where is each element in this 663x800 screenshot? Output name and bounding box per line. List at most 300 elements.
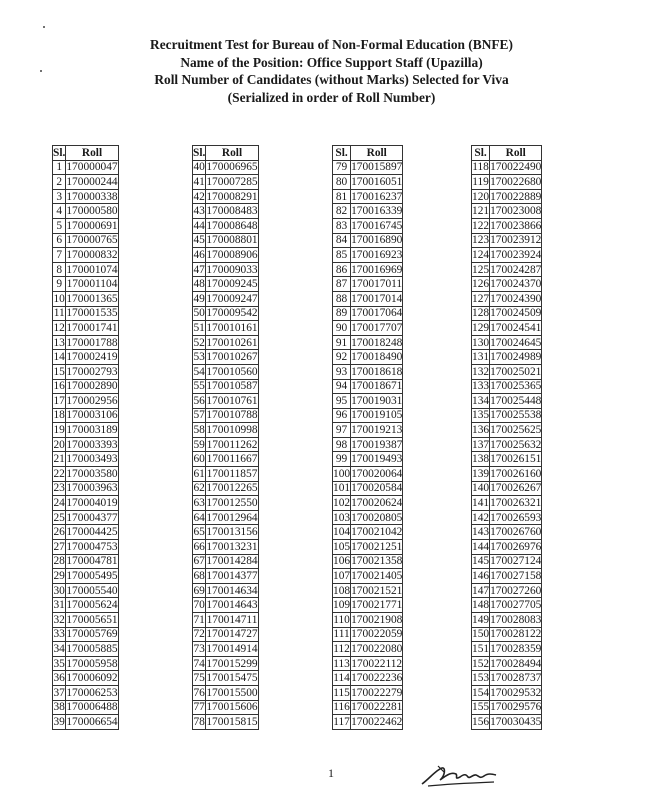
table-row xyxy=(193,481,259,496)
roll-number: 170021521 xyxy=(351,584,403,597)
serial-number: 135 xyxy=(472,409,490,422)
serial-number: 57 xyxy=(193,409,205,422)
table-row xyxy=(193,467,259,482)
roll-number: 170003963 xyxy=(66,482,118,495)
table-row xyxy=(472,204,542,219)
table-row xyxy=(193,685,259,700)
signature-icon xyxy=(418,760,500,792)
table-row xyxy=(53,408,119,423)
roll-number: 170028494 xyxy=(490,657,542,670)
serial-number: 34 xyxy=(53,642,65,655)
serial-number: 27 xyxy=(53,540,65,553)
roll-number: 170003580 xyxy=(66,467,118,480)
serial-number: 25 xyxy=(53,511,65,524)
roll-number: 170000691 xyxy=(66,219,118,232)
table-row xyxy=(333,394,403,409)
roll-number: 170026151 xyxy=(490,453,542,466)
table-row xyxy=(472,160,542,175)
serial-number: 151 xyxy=(472,642,490,655)
roll-number: 170014634 xyxy=(206,584,258,597)
table-row xyxy=(53,306,119,321)
serial-number: 19 xyxy=(53,424,65,437)
table-row xyxy=(333,671,403,686)
table-row xyxy=(53,277,119,292)
table-row xyxy=(333,525,403,540)
roll-table xyxy=(471,145,542,730)
serial-number: 18 xyxy=(53,409,65,422)
roll-number: 170010261 xyxy=(206,336,258,349)
roll-number: 170022112 xyxy=(351,657,403,670)
table-row xyxy=(53,452,119,467)
table-row xyxy=(193,262,259,277)
table-row xyxy=(333,233,403,248)
roll-number: 170018671 xyxy=(351,380,403,393)
serial-number: 68 xyxy=(193,570,205,583)
serial-number: 16 xyxy=(53,380,65,393)
serial-number: 36 xyxy=(53,672,65,685)
serial-number: 154 xyxy=(472,686,490,699)
roll-number: 170027705 xyxy=(490,599,542,612)
roll-number: 170015475 xyxy=(206,672,258,685)
roll-number: 170025365 xyxy=(490,380,542,393)
table-row xyxy=(193,218,259,233)
roll-number: 170022281 xyxy=(351,701,403,714)
roll-number: 170008648 xyxy=(206,219,258,232)
serial-number: 152 xyxy=(472,657,490,670)
roll-number: 170021908 xyxy=(351,613,403,626)
serial-number: 21 xyxy=(53,453,65,466)
roll-number: 170007285 xyxy=(206,175,258,188)
roll-number: 170017011 xyxy=(351,278,403,291)
serial-number: 150 xyxy=(472,628,490,641)
table-row xyxy=(193,554,259,569)
roll-number: 170022059 xyxy=(351,628,403,641)
roll-number: 170002793 xyxy=(66,365,118,378)
table-row xyxy=(472,379,542,394)
serial-number: 5 xyxy=(53,218,66,233)
serial-number: 85 xyxy=(333,248,351,263)
roll-number: 170014914 xyxy=(206,642,258,655)
table-row xyxy=(53,262,119,277)
roll-number: 170009245 xyxy=(206,278,258,291)
serial-number: 90 xyxy=(333,321,351,336)
table-row xyxy=(472,525,542,540)
roll-number: 170020805 xyxy=(351,511,403,524)
serial-number: 102 xyxy=(333,497,351,510)
roll-number: 170027260 xyxy=(490,584,542,597)
roll-number: 170000765 xyxy=(66,234,118,247)
roll-number: 170024645 xyxy=(490,336,542,349)
table-row xyxy=(333,569,403,584)
serial-number: 48 xyxy=(193,278,205,291)
serial-number: 29 xyxy=(53,570,65,583)
serial-number: 148 xyxy=(472,599,490,612)
serial-number: 59 xyxy=(193,438,205,451)
table-row xyxy=(333,262,403,277)
roll-number: 170006253 xyxy=(66,686,118,699)
roll-column-header: Roll xyxy=(490,146,542,161)
table-row xyxy=(193,160,259,175)
roll-number: 170025021 xyxy=(490,365,542,378)
serial-number: 146 xyxy=(472,570,490,583)
table-row xyxy=(472,452,542,467)
table-row xyxy=(193,248,259,263)
table-row xyxy=(193,175,259,190)
roll-number: 170004377 xyxy=(66,511,118,524)
table-row xyxy=(472,408,542,423)
serial-number: 132 xyxy=(472,365,490,378)
serial-number: 131 xyxy=(472,351,490,364)
table-row xyxy=(53,481,119,496)
serial-number: 118 xyxy=(472,161,489,174)
table-row xyxy=(193,350,259,365)
serial-number: 52 xyxy=(193,336,205,349)
roll-number: 170014284 xyxy=(206,555,258,568)
list-ordering-note: (Serialized in order of Roll Number) xyxy=(227,89,436,105)
table-row xyxy=(472,715,542,730)
serial-number: 60 xyxy=(193,453,205,466)
table-row xyxy=(53,554,119,569)
roll-number: 170008906 xyxy=(206,248,258,261)
roll-number: 170016890 xyxy=(351,234,403,247)
serial-number: 120 xyxy=(472,190,490,203)
table-row xyxy=(472,598,542,613)
roll-number: 170000338 xyxy=(66,190,118,203)
serial-number: 123 xyxy=(472,234,490,247)
roll-number: 170009542 xyxy=(206,307,258,320)
table-row xyxy=(472,277,542,292)
table-row xyxy=(472,642,542,657)
roll-number: 170025448 xyxy=(490,394,542,407)
table-row xyxy=(53,671,119,686)
table-row xyxy=(333,175,403,190)
table-row xyxy=(53,467,119,482)
roll-number: 170024509 xyxy=(490,307,542,320)
table-row xyxy=(193,204,259,219)
table-row xyxy=(333,306,403,321)
serial-number: 67 xyxy=(193,555,205,568)
roll-number: 170015897 xyxy=(351,161,403,174)
table-row xyxy=(333,656,403,671)
roll-number: 170018248 xyxy=(351,336,403,349)
serial-number: 33 xyxy=(53,628,65,641)
serial-number: 50 xyxy=(193,307,205,320)
roll-number: 170014643 xyxy=(206,599,258,612)
table-row xyxy=(472,540,542,555)
table-row xyxy=(472,627,542,642)
serial-number: 95 xyxy=(333,394,351,409)
serial-number: 31 xyxy=(53,599,65,612)
roll-number: 170019493 xyxy=(351,453,403,466)
serial-number: 101 xyxy=(333,482,351,495)
roll-number: 170017064 xyxy=(351,307,403,320)
serial-number: 2 xyxy=(53,175,66,190)
serial-number: 98 xyxy=(333,437,351,452)
table-row xyxy=(333,423,403,438)
serial-number: 137 xyxy=(472,438,490,451)
table-row xyxy=(193,642,259,657)
roll-number: 170003493 xyxy=(66,453,118,466)
serial-number: 14 xyxy=(53,351,65,364)
table-row xyxy=(53,437,119,452)
roll-number: 170024390 xyxy=(490,292,542,305)
roll-number: 170000244 xyxy=(66,175,118,188)
serial-number: 64 xyxy=(193,511,205,524)
roll-number: 170000047 xyxy=(66,161,118,174)
serial-number: 3 xyxy=(53,189,66,204)
sl-column-header: Sl. xyxy=(333,146,351,161)
serial-number: 108 xyxy=(333,584,351,597)
serial-number: 129 xyxy=(472,321,490,334)
serial-number: 127 xyxy=(472,292,490,305)
roll-number: 170015299 xyxy=(206,657,258,670)
table-row xyxy=(333,613,403,628)
serial-number: 153 xyxy=(472,672,490,685)
table-row xyxy=(333,700,403,715)
roll-number: 170005958 xyxy=(66,657,118,670)
serial-number: 65 xyxy=(193,526,205,539)
serial-number: 32 xyxy=(53,613,65,626)
table-row xyxy=(472,189,542,204)
serial-number: 35 xyxy=(53,657,65,670)
roll-number: 170014711 xyxy=(206,613,258,626)
serial-number: 92 xyxy=(333,350,351,365)
serial-number: 4 xyxy=(53,204,66,219)
page-number: 1 xyxy=(328,766,334,780)
roll-number: 170017707 xyxy=(351,321,403,334)
table-row xyxy=(472,321,542,336)
table-row xyxy=(53,656,119,671)
roll-number: 170015500 xyxy=(206,686,258,699)
roll-number: 170016339 xyxy=(351,205,403,218)
roll-number: 170019387 xyxy=(351,438,403,451)
serial-number: 72 xyxy=(193,628,205,641)
roll-number: 170026760 xyxy=(490,526,542,539)
table-row xyxy=(53,233,119,248)
table-row xyxy=(193,394,259,409)
serial-number: 147 xyxy=(472,584,490,597)
serial-number: 37 xyxy=(53,686,65,699)
serial-number: 47 xyxy=(193,263,205,276)
roll-number: 170000832 xyxy=(66,248,118,261)
roll-number: 170026321 xyxy=(490,497,542,510)
table-row xyxy=(333,364,403,379)
serial-number: 86 xyxy=(333,262,351,277)
serial-number: 39 xyxy=(53,715,65,728)
table-row xyxy=(53,189,119,204)
roll-number: 170019031 xyxy=(351,394,403,407)
roll-number: 170024287 xyxy=(490,263,542,276)
table-row xyxy=(333,481,403,496)
roll-number: 170028359 xyxy=(490,642,542,655)
roll-number: 170022889 xyxy=(490,190,542,203)
roll-number: 170010267 xyxy=(206,351,258,364)
table-row xyxy=(472,394,542,409)
serial-number: 145 xyxy=(472,555,490,568)
roll-table xyxy=(192,145,259,730)
serial-number: 112 xyxy=(333,642,350,655)
serial-number: 107 xyxy=(333,570,351,583)
roll-number: 170010998 xyxy=(206,424,258,437)
roll-number: 170010161 xyxy=(206,321,258,334)
sl-column-header: Sl. xyxy=(193,146,206,159)
serial-number: 28 xyxy=(53,555,65,568)
table-row xyxy=(193,510,259,525)
serial-number: 40 xyxy=(193,161,205,174)
serial-number: 156 xyxy=(472,715,490,728)
serial-number: 77 xyxy=(193,701,205,714)
table-row xyxy=(472,248,542,263)
serial-number: 62 xyxy=(193,482,205,495)
serial-number: 78 xyxy=(193,715,205,728)
serial-number: 15 xyxy=(53,365,65,378)
serial-number: 100 xyxy=(333,467,351,480)
table-row xyxy=(53,525,119,540)
serial-number: 141 xyxy=(472,497,490,510)
roll-number: 170021405 xyxy=(351,570,403,583)
table-row xyxy=(333,350,403,365)
table-row xyxy=(53,291,119,306)
table-row xyxy=(53,496,119,511)
table-row xyxy=(333,189,403,204)
roll-number: 170014377 xyxy=(206,570,258,583)
scan-speck xyxy=(43,26,45,28)
serial-number: 55 xyxy=(193,380,205,393)
roll-number: 170026160 xyxy=(490,467,542,480)
table-row xyxy=(193,540,259,555)
serial-number: 13 xyxy=(53,336,65,349)
table-row xyxy=(472,481,542,496)
table-row xyxy=(193,627,259,642)
table-row xyxy=(193,423,259,438)
table-row xyxy=(193,671,259,686)
roll-number: 170018490 xyxy=(351,351,403,364)
roll-number: 170028737 xyxy=(490,672,542,685)
serial-number: 91 xyxy=(333,335,351,350)
table-row xyxy=(53,160,119,175)
serial-number: 30 xyxy=(53,584,65,597)
roll-number: 170008801 xyxy=(206,234,258,247)
serial-number: 139 xyxy=(472,467,490,480)
serial-number: 17 xyxy=(53,394,65,407)
table-row xyxy=(333,554,403,569)
roll-number: 170001788 xyxy=(66,336,118,349)
table-row xyxy=(53,379,119,394)
serial-number: 46 xyxy=(193,248,205,261)
table-row xyxy=(53,335,119,350)
serial-number: 122 xyxy=(472,219,490,232)
serial-number: 81 xyxy=(333,189,351,204)
roll-number: 170004781 xyxy=(66,555,118,568)
table-row xyxy=(472,496,542,511)
roll-number: 170025538 xyxy=(490,409,542,422)
roll-number: 170002419 xyxy=(66,351,118,364)
table-row xyxy=(333,598,403,613)
table-row xyxy=(472,671,542,686)
roll-number: 170022080 xyxy=(351,642,403,655)
roll-number: 170022680 xyxy=(490,175,542,188)
roll-number: 170025632 xyxy=(490,438,542,451)
serial-number: 69 xyxy=(193,584,205,597)
roll-number: 170015606 xyxy=(206,701,258,714)
roll-number: 170016745 xyxy=(351,219,403,232)
serial-number: 1 xyxy=(53,160,66,175)
roll-number: 170022490 xyxy=(490,161,542,174)
roll-number: 170002890 xyxy=(66,380,118,393)
roll-number: 170011667 xyxy=(206,453,258,466)
roll-number: 170016237 xyxy=(351,190,403,203)
roll-number: 170024989 xyxy=(490,351,542,364)
table-row xyxy=(333,160,403,175)
serial-number: 23 xyxy=(53,482,65,495)
serial-number: 99 xyxy=(333,452,351,467)
table-row xyxy=(53,364,119,379)
serial-number: 110 xyxy=(333,613,350,626)
table-row xyxy=(53,204,119,219)
table-row xyxy=(333,467,403,482)
roll-table xyxy=(332,145,403,730)
roll-number: 170006092 xyxy=(66,672,118,685)
serial-number: 138 xyxy=(472,453,490,466)
roll-number: 170003189 xyxy=(66,424,118,437)
roll-number: 170020624 xyxy=(351,497,403,510)
table-header-row xyxy=(472,146,542,161)
roll-number: 170011262 xyxy=(206,438,258,451)
roll-number: 170009033 xyxy=(206,263,258,276)
table-row xyxy=(333,685,403,700)
table-row xyxy=(193,613,259,628)
serial-number: 61 xyxy=(193,467,205,480)
table-row xyxy=(193,335,259,350)
table-row xyxy=(472,613,542,628)
table-row xyxy=(472,685,542,700)
list-description: Roll Number of Candidates (without Marks) Selected for Viva xyxy=(154,72,509,88)
roll-number: 170019105 xyxy=(351,409,403,422)
table-row xyxy=(472,306,542,321)
table-row xyxy=(53,321,119,336)
roll-number: 170030435 xyxy=(490,715,542,728)
roll-number: 170014727 xyxy=(206,628,258,641)
table-row xyxy=(472,350,542,365)
roll-number: 170005651 xyxy=(66,613,118,626)
serial-number: 74 xyxy=(193,657,205,670)
serial-number: 116 xyxy=(333,701,350,714)
table-row xyxy=(333,452,403,467)
table-row xyxy=(53,540,119,555)
serial-number: 143 xyxy=(472,526,490,539)
table-row xyxy=(53,700,119,715)
serial-number: 125 xyxy=(472,263,490,276)
table-row xyxy=(193,233,259,248)
roll-number: 170010761 xyxy=(206,394,258,407)
roll-number: 170008291 xyxy=(206,190,258,203)
serial-number: 80 xyxy=(333,175,351,190)
serial-number: 63 xyxy=(193,497,205,510)
serial-number: 121 xyxy=(472,205,490,218)
serial-number: 20 xyxy=(53,438,65,451)
table-row xyxy=(472,569,542,584)
table-row xyxy=(333,335,403,350)
roll-number: 170023008 xyxy=(490,205,542,218)
roll-number: 170018618 xyxy=(351,365,403,378)
serial-number: 70 xyxy=(193,599,205,612)
table-row xyxy=(193,656,259,671)
roll-number: 170022462 xyxy=(351,715,403,728)
roll-number: 170013156 xyxy=(206,526,258,539)
roll-column-header: Roll xyxy=(206,146,258,161)
position-name: Name of the Position: Office Support Staff (Upazilla) xyxy=(180,54,483,70)
table-row xyxy=(53,394,119,409)
